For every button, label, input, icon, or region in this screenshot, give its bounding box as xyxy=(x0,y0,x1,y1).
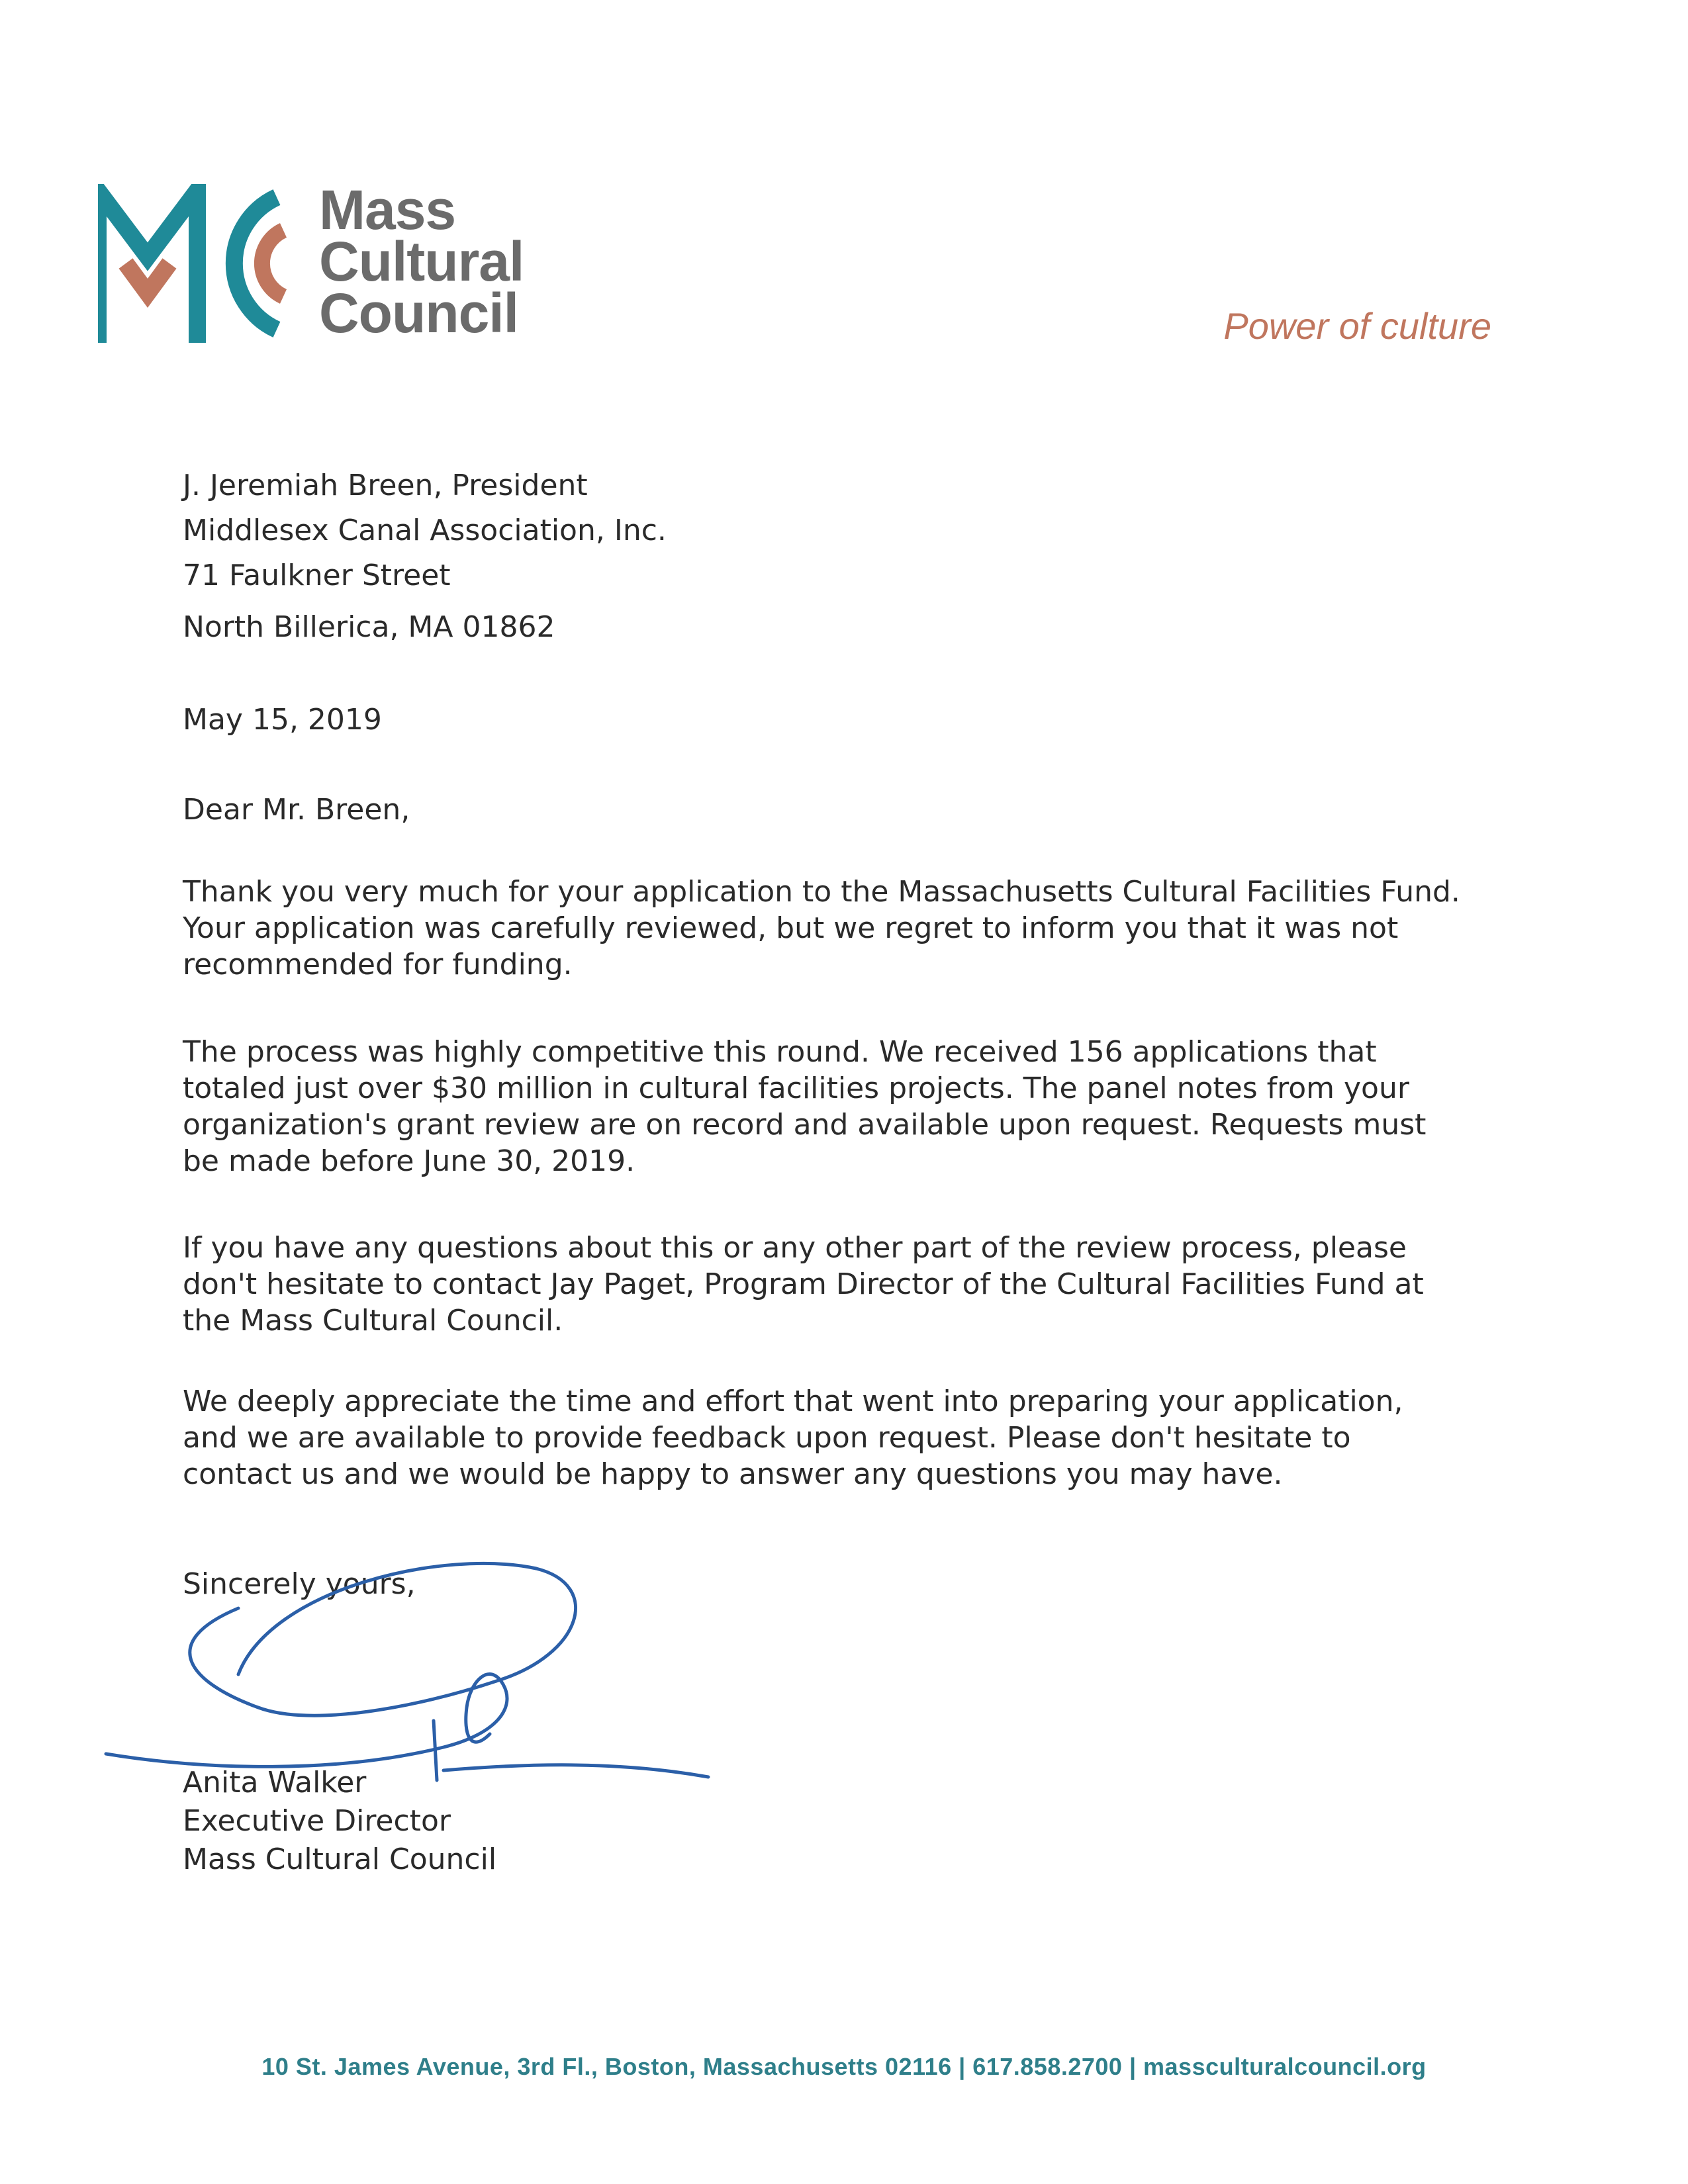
salutation: Dear Mr. Breen, xyxy=(183,793,410,827)
paragraph-2-line: The process was highly competitive this round. We received 156 applications that xyxy=(183,1035,1377,1069)
paragraph-3-line: the Mass Cultural Council. xyxy=(183,1304,563,1338)
logo-wordmark xyxy=(319,179,524,344)
paragraph-2-line: totaled just over $30 million in cultural facilities projects. The panel notes from your xyxy=(183,1071,1409,1105)
recipient-line-2: Middlesex Canal Association, Inc. xyxy=(183,514,667,547)
logo-word-3: Council xyxy=(319,282,518,344)
paragraph-2-line: organization's grant review are on record and available upon request. Requests must xyxy=(183,1108,1427,1142)
mcc-logo-icon xyxy=(98,184,297,343)
paragraph-1-line: Your application was carefully reviewed, but we regret to inform you that it was not xyxy=(183,911,1399,945)
paragraph-2 xyxy=(183,1034,1507,1179)
tagline: Power of culture xyxy=(1223,305,1491,347)
paragraph-3-line: don't hesitate to contact Jay Paget, Program Director of the Cultural Facilities Fund at xyxy=(183,1267,1424,1301)
paragraph-4-line: We deeply appreciate the time and effort that went into preparing your application, xyxy=(183,1385,1403,1418)
recipient-line-1: J. Jeremiah Breen, President xyxy=(183,469,588,502)
paragraph-4-line: contact us and we would be happy to answer any questions you may have. xyxy=(183,1457,1283,1491)
paragraph-3 xyxy=(183,1230,1507,1339)
paragraph-4 xyxy=(183,1383,1507,1492)
logo-word-2: Cultural xyxy=(319,230,524,293)
signer-name: Anita Walker xyxy=(183,1766,367,1799)
paragraph-1-line: recommended for funding. xyxy=(183,948,573,981)
paragraph-4-line: and we are available to provide feedback upon request. Please don't hesitate to xyxy=(183,1421,1351,1455)
valediction: Sincerely yours, xyxy=(183,1567,416,1601)
signer-title: Executive Director xyxy=(183,1804,451,1838)
signer-org: Mass Cultural Council xyxy=(183,1843,497,1876)
logo-word-1: Mass xyxy=(319,179,456,241)
letter-date: May 15, 2019 xyxy=(183,703,382,737)
paragraph-2-line: be made before June 30, 2019. xyxy=(183,1144,635,1178)
paragraph-3-line: If you have any questions about this or any other part of the review process, please xyxy=(183,1231,1407,1265)
recipient-line-4: North Billerica, MA 01862 xyxy=(183,610,555,644)
recipient-line-3: 71 Faulkner Street xyxy=(183,559,451,592)
paragraph-1 xyxy=(183,874,1507,983)
footer-contact: 10 St. James Avenue, 3rd Fl., Boston, Massachusetts 02116 | 617.858.2700 | massculturalcouncil.org xyxy=(261,2053,1427,2080)
paragraph-1-line: Thank you very much for your application to the Massachusetts Cultural Facilities Fund. xyxy=(183,875,1460,909)
